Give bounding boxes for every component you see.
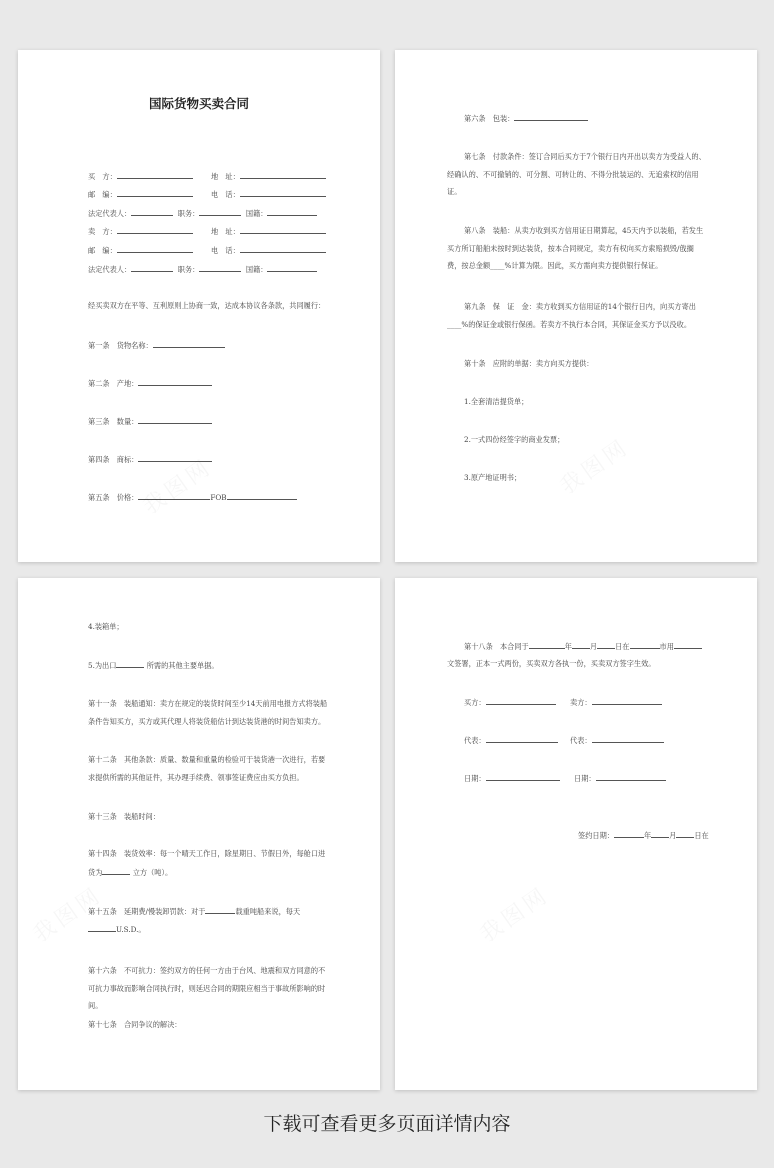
article-10: 第十条 应附的单据：卖方向买方提供： [464, 359, 594, 368]
download-caption[interactable]: 下载可查看更多页面详情内容 [263, 1113, 511, 1135]
seller-postcode-row: 邮 编： [88, 244, 193, 256]
article-14-line-2: 货为 立方（吨）。 [88, 868, 173, 877]
contract-page-3 [18, 578, 380, 1090]
buyer-rep-row: 代表： [464, 734, 558, 746]
buyer-postcode-row: 邮 编： [88, 188, 193, 200]
article-7: 第七条 付款条件：签订合同后买方于7个银行日内开出以卖方为受益人的、经确认的、不可撤销的、可分割、可转让的、不得分批装运的、无追索权的信用证。 [447, 152, 706, 196]
seller-address-row: 地 址： [211, 225, 326, 237]
contract-page-2 [395, 50, 757, 562]
article-11: 第十一条 装船通知：卖方在规定的装货时间至少14天前用电报方式将装船条件告知买方，买方或其代理人将装货船估计到达装货港的时间告知卖方。 [88, 699, 328, 726]
article-3: 第三条 数量： [88, 415, 212, 427]
article-15-line-2: U.S.D.。 [88, 923, 146, 935]
seller-legal-rep-row: 法定代表人： 职务： 国籍： [88, 263, 317, 275]
article-4: 第四条 商标： [88, 453, 212, 465]
document-3: 3.原产地证明书； [464, 473, 522, 482]
contract-page-4 [395, 578, 757, 1090]
article-18-line-2: 文签署，正本一式两份，买卖双方各执一份，买卖双方签字生效。 [447, 659, 656, 668]
article-17: 第十七条 合同争议的解决： [88, 1020, 182, 1029]
watermark [473, 878, 555, 948]
article-14-line-1: 第十四条 装货效率：每一个晴天工作日，除星期日、节假日外，每舱口进 [88, 849, 326, 858]
seller-rep-row: 代表： [570, 734, 664, 746]
article-5: 第五条 价格： FOB [88, 491, 297, 503]
seller-date-row: 日期： [574, 772, 666, 784]
buyer-date-row: 日期： [464, 772, 560, 784]
contract-title: 国际货物买卖合同 [148, 96, 249, 111]
contract-page-1 [18, 50, 380, 562]
article-13: 第十三条 装船时间： [88, 812, 160, 821]
document-5: 5.为出口 所需的其他主要单据。 [88, 661, 219, 670]
article-16: 第十六条 不可抗力：签约双方的任何一方由于台风、地震和双方同意的不可抗力事故而影响合同执行时，则延迟合同的期限应相当于事故所影响的时间。 [88, 966, 326, 1010]
watermark [553, 430, 635, 500]
document-1: 1.全套清洁提货单； [464, 397, 529, 406]
article-6: 第六条 包装： [464, 112, 588, 124]
seller-row: 卖 方： [88, 225, 193, 237]
article-8: 第八条 装船：从卖方收到买方信用证日期算起，45天内予以装船，若发生买方所订船舶未按时到达装货，按本合同规定，卖方有权向买方索赔损毁/戗搁费，按总金额____%计算为限。因此，买方需向卖方提供银行保证。 [447, 226, 704, 270]
buyer-address-row: 地 址： [211, 170, 326, 182]
article-1: 第一条 货物名称： [88, 339, 225, 351]
document-4: 4.装箱单； [88, 622, 124, 631]
buyer-legal-rep-row: 法定代表人： 职务： 国籍： [88, 207, 317, 219]
article-2: 第二条 产地： [88, 377, 212, 389]
article-18-line-1: 第十八条 本合同于 年 月 日在 市用 [464, 640, 702, 652]
buyer-sign-row: 买方： [464, 696, 556, 708]
seller-sign-row: 卖方： [570, 696, 662, 708]
article-15-line-1: 第十五条 延期费/慢装卸罚款：对于 载重吨船来说，每天 [88, 907, 301, 916]
article-12: 第十二条 其他条款：质量、数量和重量的检验可于装货港一次进行，若要求提供所需的其他证件，其办理手续费、领事签证费应由买方负担。 [88, 755, 326, 782]
sign-date-row: 签约日期： 年 月 日在 [578, 831, 709, 840]
document-2: 2.一式四份经签字的商业发票； [464, 435, 565, 444]
intro-text: 经买卖双方在平等、互利原则上协商一致，达成本协议各条款，共同履行： [88, 301, 326, 310]
buyer-row-1: 买 方： [88, 170, 193, 182]
buyer-phone-row: 电 话： [211, 188, 326, 200]
seller-phone-row: 电 话： [211, 244, 326, 256]
article-9: 第九条 保 证 金：卖方收到买方信用证的14个银行日内，向买方寄出____%的保证金或银行保函。若卖方不执行本合同，其保证金买方予以没收。 [447, 302, 696, 329]
